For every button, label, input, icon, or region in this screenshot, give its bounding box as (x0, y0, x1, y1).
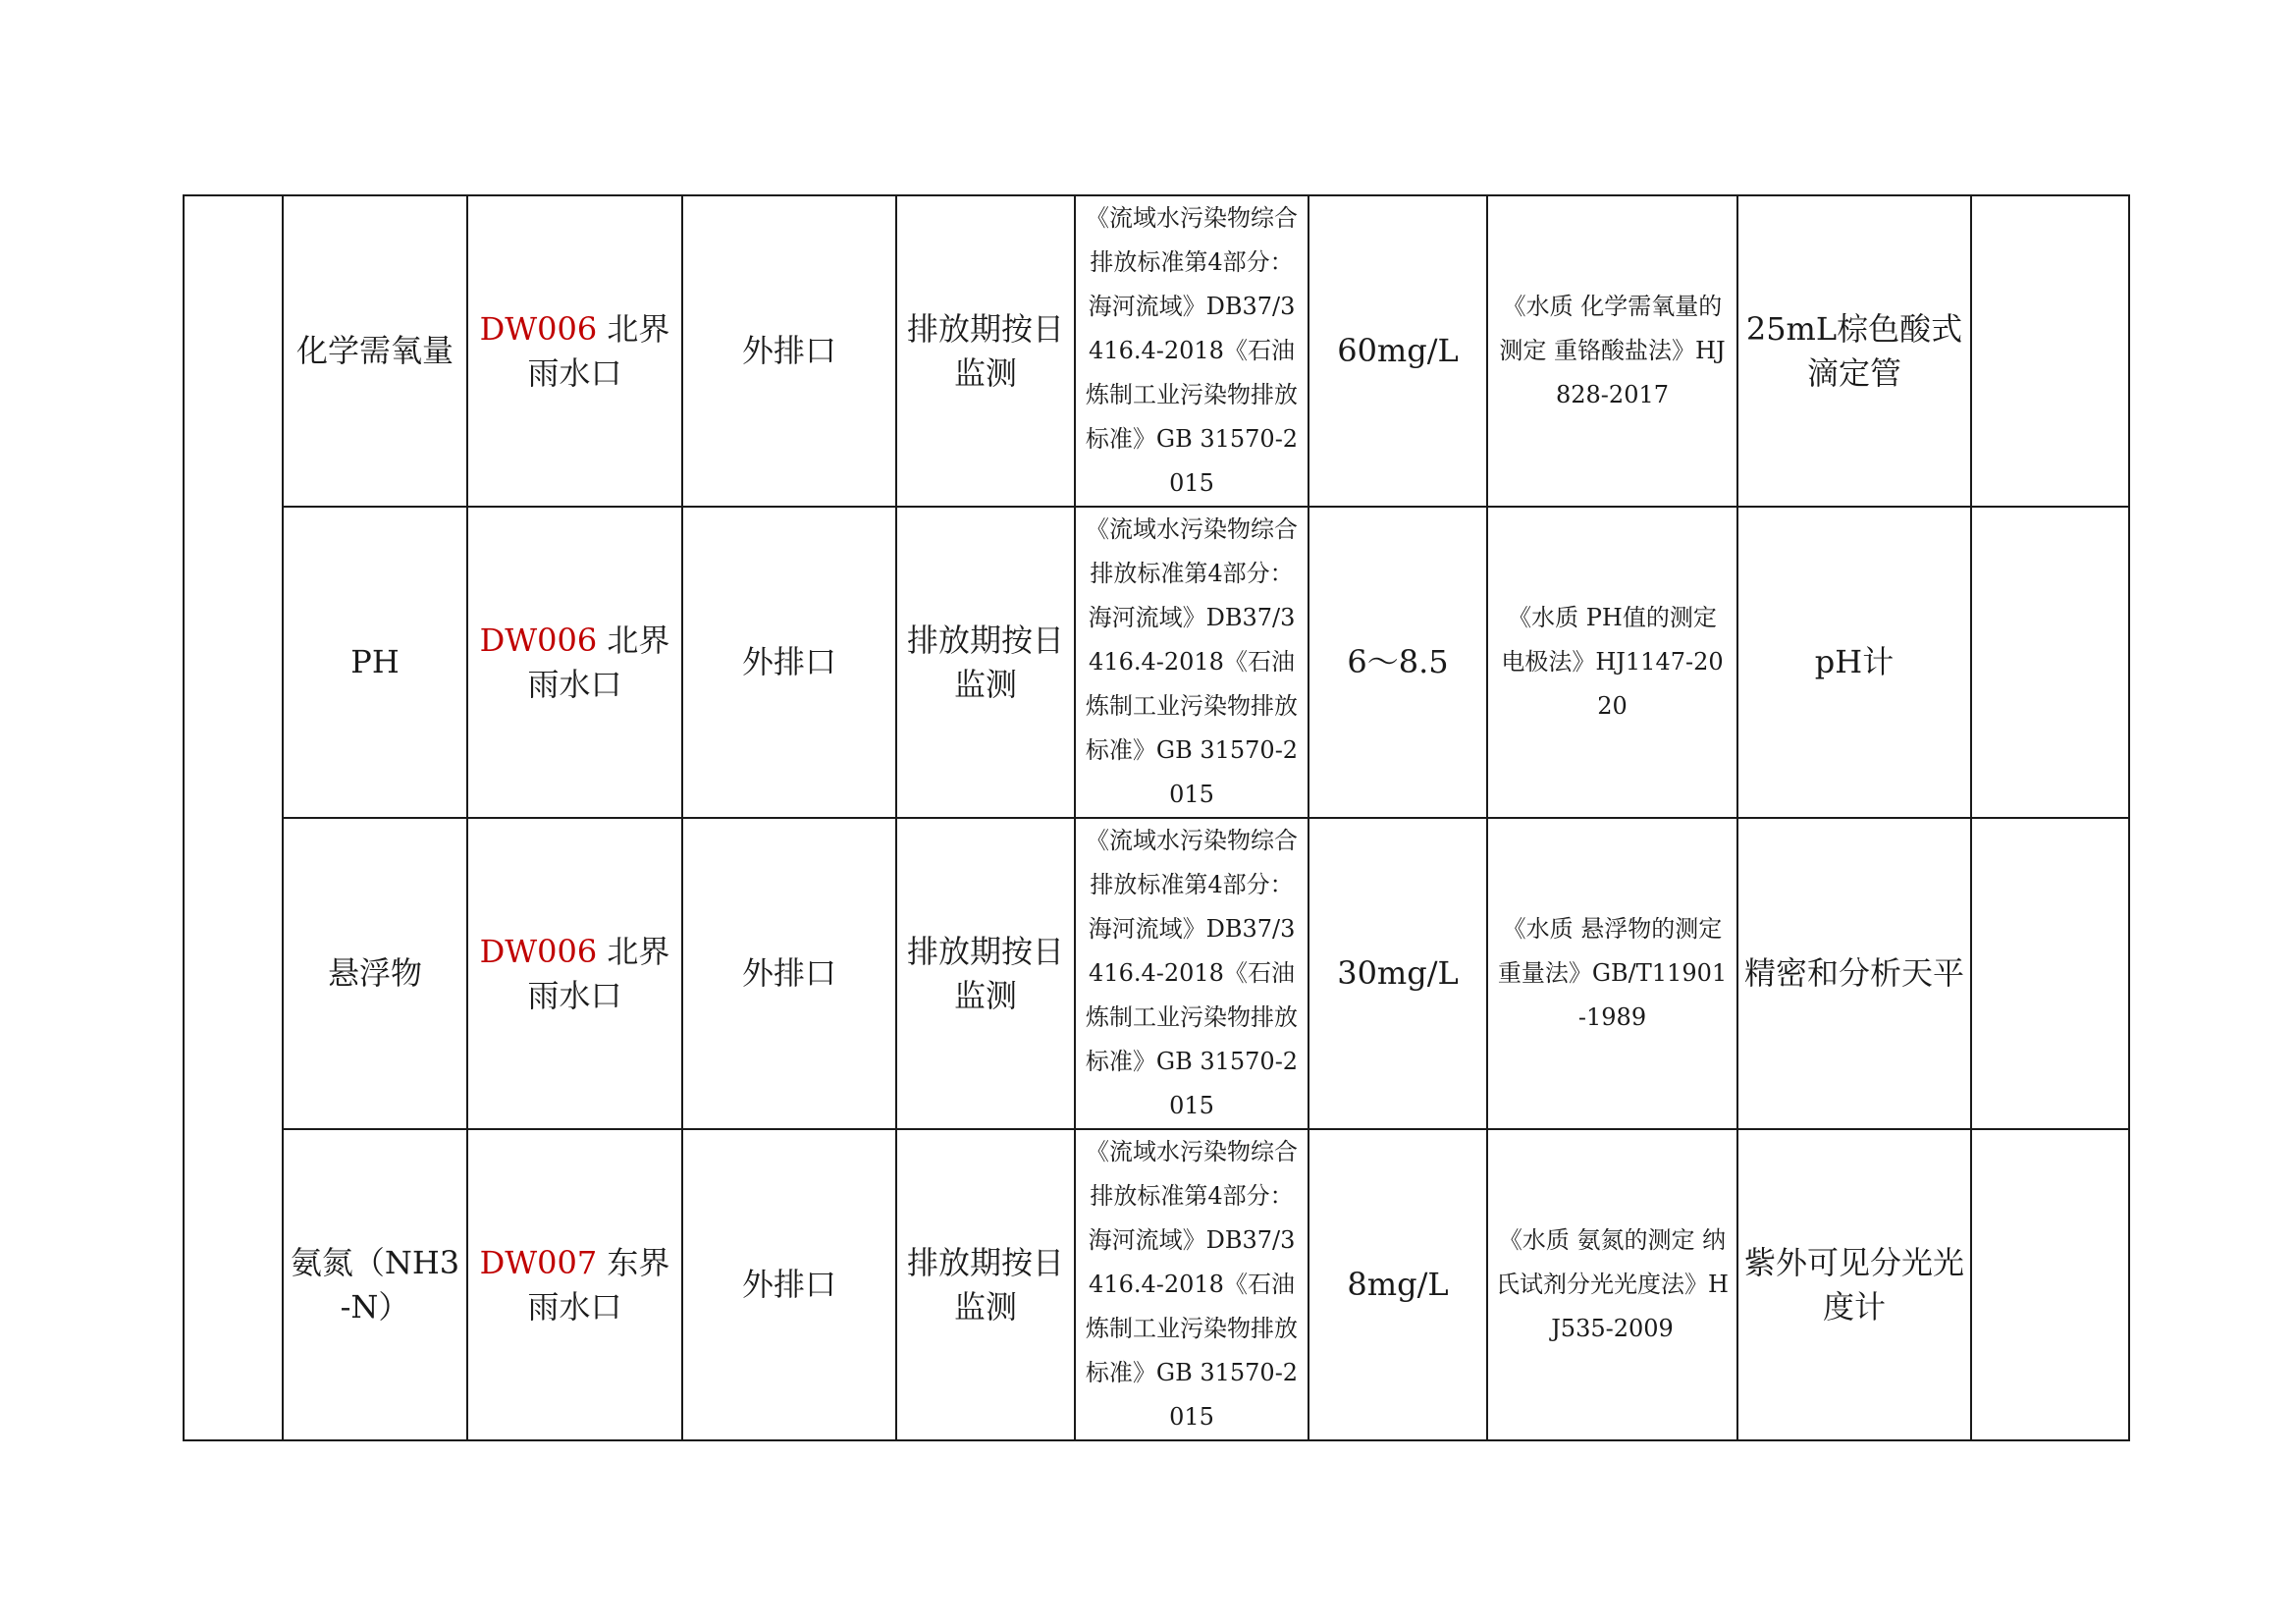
point-name: 北界雨水口 (527, 309, 670, 392)
standard-cell: 《流域水污染物综合排放标准第4部分：海河流域》DB37/3416.4-2018《石油炼制工业污染物排放标准》GB 31570-2015 (1075, 818, 1308, 1129)
method-cell: 《水质 氨氮的测定 纳氏试剂分光光度法》HJ535-2009 (1487, 1129, 1737, 1440)
frequency-cell: 排放期按日监测 (896, 507, 1075, 818)
limit-cell: 8mg/L (1308, 1129, 1487, 1440)
pollutant-item-cell: 氨氮（NH3-N） (283, 1129, 467, 1440)
pollutant-item-cell: 悬浮物 (283, 818, 467, 1129)
monitoring-point-cell (467, 507, 682, 818)
pollutant-item-cell: 化学需氧量 (283, 195, 467, 507)
frequency-cell: 排放期按日监测 (896, 1129, 1075, 1440)
monitoring-point-cell (467, 818, 682, 1129)
standard-cell: 《流域水污染物综合排放标准第4部分：海河流域》DB37/3416.4-2018《石油炼制工业污染物排放标准》GB 31570-2015 (1075, 507, 1308, 818)
remarks-cell (1971, 195, 2129, 507)
outlet-type-cell: 外排口 (682, 1129, 896, 1440)
table-row (184, 818, 2129, 1129)
instrument-cell: pH计 (1737, 507, 1971, 818)
point-code: DW006 (479, 621, 598, 659)
standard-cell: 《流域水污染物综合排放标准第4部分：海河流域》DB37/3416.4-2018《石油炼制工业污染物排放标准》GB 31570-2015 (1075, 1129, 1308, 1440)
point-name: 北界雨水口 (527, 621, 670, 703)
monitoring-point-cell (467, 195, 682, 507)
limit-cell: 60mg/L (1308, 195, 1487, 507)
point-code: DW006 (479, 309, 598, 348)
point-code: DW006 (479, 932, 598, 970)
instrument-cell: 紫外可见分光光度计 (1737, 1129, 1971, 1440)
instrument-cell: 精密和分析天平 (1737, 818, 1971, 1129)
outlet-type-cell: 外排口 (682, 195, 896, 507)
pollutant-item-cell: PH (283, 507, 467, 818)
remarks-cell (1971, 507, 2129, 818)
remarks-cell (1971, 818, 2129, 1129)
method-cell: 《水质 化学需氧量的测定 重铬酸盐法》HJ828-2017 (1487, 195, 1737, 507)
remarks-cell (1971, 1129, 2129, 1440)
merged-blank-cell (184, 195, 283, 1440)
limit-cell: 30mg/L (1308, 818, 1487, 1129)
method-cell: 《水质 悬浮物的测定 重量法》GB/T11901-1989 (1487, 818, 1737, 1129)
outlet-type-cell: 外排口 (682, 507, 896, 818)
frequency-cell: 排放期按日监测 (896, 195, 1075, 507)
point-code: DW007 (479, 1243, 598, 1281)
frequency-cell: 排放期按日监测 (896, 818, 1075, 1129)
point-name: 东界雨水口 (527, 1243, 670, 1326)
monitoring-point-cell (467, 1129, 682, 1440)
monitoring-table (183, 194, 2130, 1441)
standard-cell: 《流域水污染物综合排放标准第4部分：海河流域》DB37/3416.4-2018《石油炼制工业污染物排放标准》GB 31570-2015 (1075, 195, 1308, 507)
table-row (184, 507, 2129, 818)
table-row (184, 195, 2129, 507)
point-name: 北界雨水口 (527, 932, 670, 1014)
outlet-type-cell: 外排口 (682, 818, 896, 1129)
instrument-cell: 25mL棕色酸式滴定管 (1737, 195, 1971, 507)
method-cell: 《水质 PH值的测定 电极法》HJ1147-2020 (1487, 507, 1737, 818)
table-row (184, 1129, 2129, 1440)
limit-cell: 6～8.5 (1308, 507, 1487, 818)
